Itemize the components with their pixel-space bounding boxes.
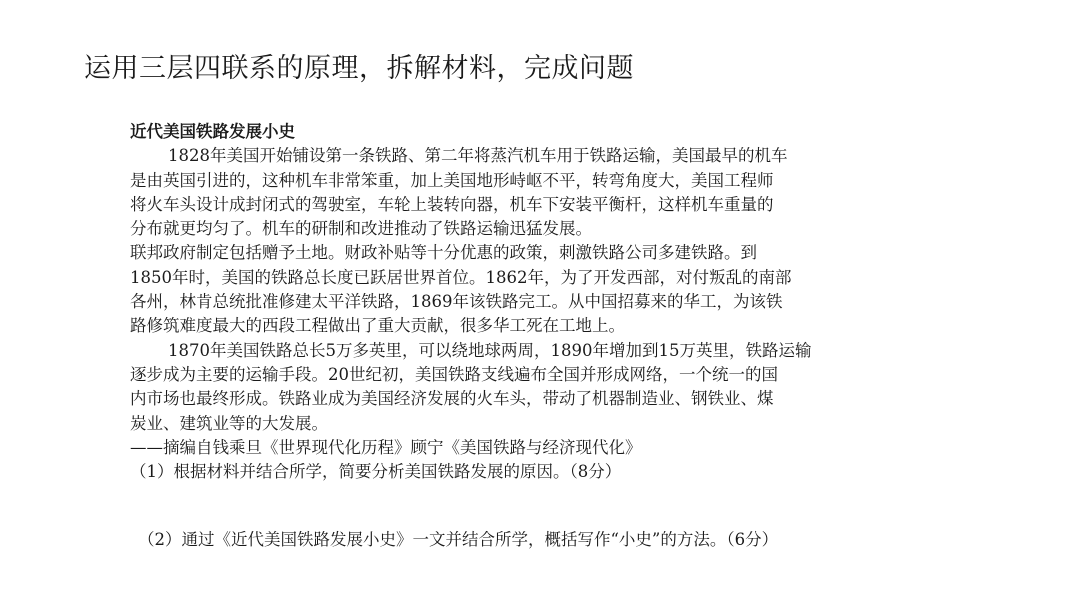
material-line: 路修筑难度最大的西段工程做出了重大贡献，很多华工死在工地上。 (130, 316, 625, 336)
material-line: 内市场也最终形成。铁路业成为美国经济发展的火车头，带动了机器制造业、钢铁业、煤 (130, 389, 774, 409)
slide-title: 运用三层四联系的原理，拆解材料，完成问题 (84, 53, 634, 84)
material-line: 各州，林肯总统批准修建太平洋铁路，1869年该铁路完工。从中国招募来的华工，为该铁 (130, 292, 783, 312)
material-line: 炭业、建筑业等的大发展。 (130, 413, 328, 433)
material-heading: 近代美国铁路发展小史 (130, 122, 295, 141)
material-line: 1870年美国铁路总长5万多英里，可以绕地球两周，1890年增加到15万英里，铁路运输 (168, 340, 812, 360)
material-source: ——摘编自钱乘旦《世界现代化历程》顾宁《美国铁路与经济现代化》 (130, 437, 642, 457)
material-line: 是由英国引进的，这种机车非常笨重，加上美国地形峙岖不平，转弯角度大，美国工程师 (130, 170, 774, 190)
question-1: （1）根据材料并结合所学，简要分析美国铁路发展的原因。（8分） (130, 462, 622, 482)
material-line: 逐步成为主要的运输手段。20世纪初，美国铁路支线遍布全国并形成网络，一个统一的国 (130, 364, 778, 384)
material-line: 1828年美国开始铺设第一条铁路、第二年将蒸汽机车用于铁路运输，美国最早的机车 (168, 146, 788, 166)
material-line: 1850年时，美国的铁路总长度已跃居世界首位。1862年，为了开发西部，对付叛乱的南部 (130, 267, 792, 287)
material-line: 分布就更均匀了。机车的研制和改进推动了铁路运输迅猛发展。 (130, 219, 592, 239)
question-2: （2）通过《近代美国铁路发展小史》一文并结合所学，概括写作“小史”的方法。（6分） (138, 530, 779, 550)
material-line: 联邦政府制定包括赠予土地。财政补贴等十分优惠的政策，刺激铁路公司多建铁路。到 (130, 243, 757, 263)
material-line: 将火车头设计成封闭式的驾驶室，车轮上装转向器，机车下安装平衡杆，这样机车重量的 (130, 194, 774, 214)
material-document (130, 120, 945, 553)
